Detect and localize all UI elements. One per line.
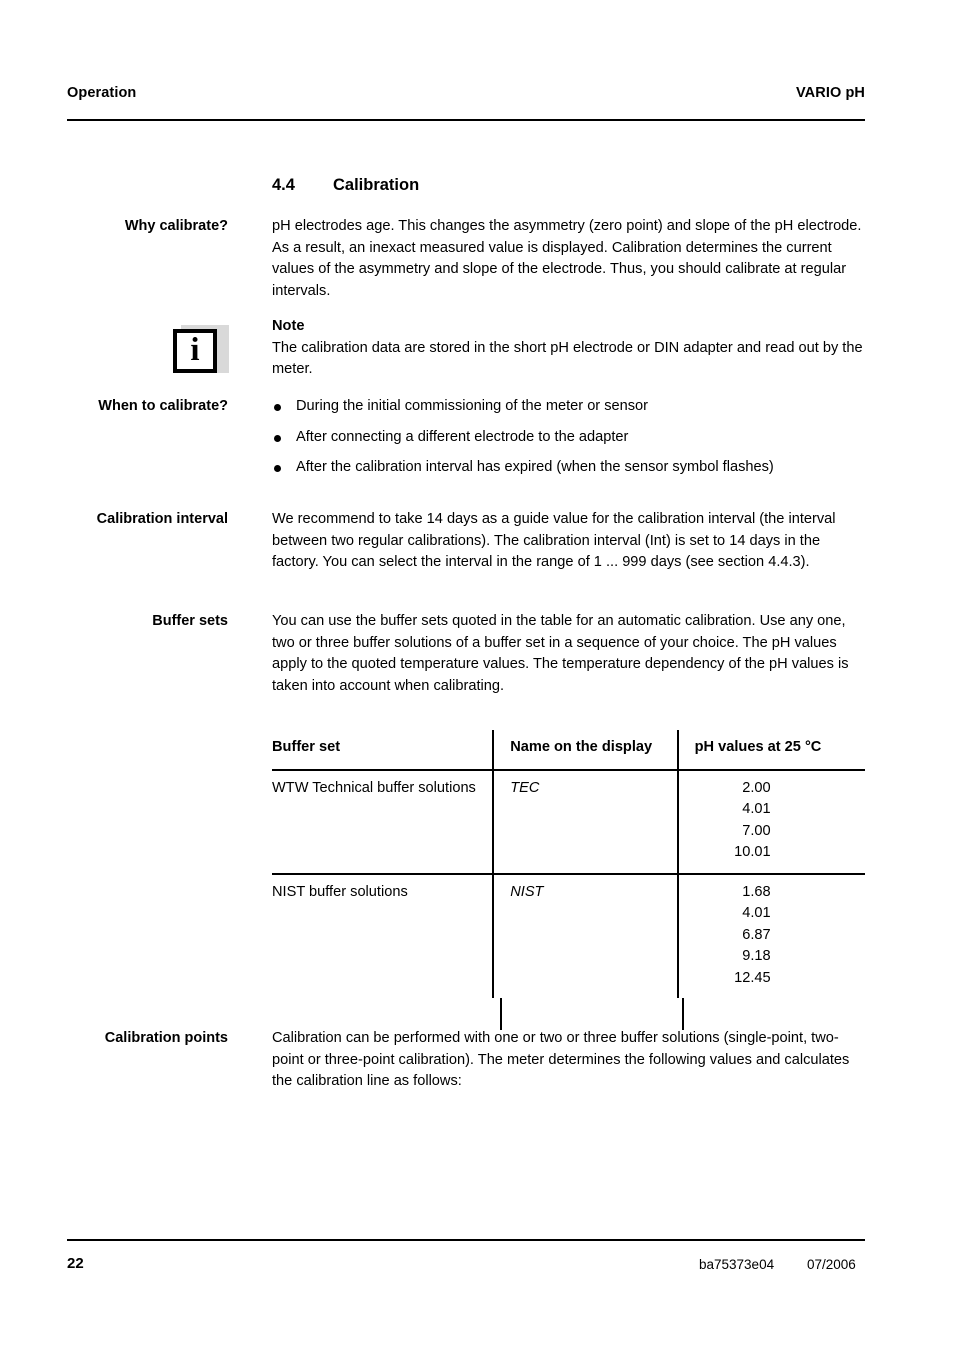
document-date: 07/2006	[807, 1257, 856, 1272]
table-header	[272, 730, 865, 770]
column-header-buffer-set: Buffer set	[272, 730, 493, 770]
note-title: Note	[272, 318, 305, 334]
body-calibration-interval	[228, 509, 865, 574]
ph-values-list	[709, 882, 771, 990]
list-item-label: After the calibration interval has expired (when the sensor symbol flashes)	[296, 459, 774, 475]
cell-display-name	[493, 874, 677, 999]
body-why-calibrate	[228, 216, 865, 302]
section-heading	[272, 176, 419, 195]
list-item-label: During the initial commissioning of the meter or sensor	[296, 398, 649, 414]
ph-value: 12.45	[734, 969, 771, 986]
header-right-title: VARIO pH	[795, 85, 865, 101]
note-body: The calibration data are stored in the short pH electrode or DIN adapter and read out by the meter.	[272, 339, 863, 377]
block-calibration-points	[67, 1028, 865, 1093]
paragraph-buffer-sets: You can use the buffer sets quoted in the table for an automatic calibration. Use any one, two or three buffer solutions of a buffer set in a sequence of your choice. The pH values apply to the quoted temperature values. The temperature dependency of the pH values is taken into account when calibrating.	[272, 613, 849, 694]
bullet-icon	[274, 435, 281, 442]
cell-ph-values	[678, 874, 865, 999]
document-id: ba75373e04	[699, 1257, 775, 1272]
section-number: 4.4	[272, 176, 295, 194]
buffer-sets-table-wrap	[272, 730, 865, 1030]
list-item-label: After connecting a different electrode to the adapter	[296, 428, 629, 445]
block-buffer-sets	[67, 611, 865, 697]
cell-display-name	[493, 770, 677, 874]
ph-value: 9.18	[742, 948, 771, 964]
ph-value: 4.01	[742, 801, 771, 817]
display-name-value: TEC	[510, 779, 540, 796]
margin-label-calibration-points: Calibration points	[104, 1030, 228, 1046]
ph-value: 7.00	[742, 822, 771, 839]
margin-label-buffer-sets: Buffer sets	[152, 613, 228, 629]
paragraph-why-calibrate: pH electrodes age. This changes the asymmetry (zero point) and slope of the pH electrode. As a result, an inexact measured value is displayed. Calibration determines the current values of the asymmetry and slope of the electrode. Thus, you should calibrate at regular intervals.	[272, 218, 862, 299]
list-item	[272, 427, 865, 449]
margin-label-when-to-calibrate: When to calibrate?	[98, 398, 228, 414]
block-why-calibrate	[67, 216, 865, 302]
column-header-display-name: Name on the display	[493, 730, 677, 770]
header-divider	[67, 119, 865, 121]
info-icon-box	[173, 329, 217, 373]
body-when-to-calibrate	[228, 396, 865, 479]
table-column-divider	[500, 998, 502, 1030]
table-row	[272, 874, 865, 999]
ph-value: 2.00	[742, 779, 771, 796]
page-number: 22	[67, 1255, 84, 1272]
table-header-row	[272, 730, 865, 770]
cell-buffer-set: WTW Technical buffer solutions	[272, 770, 493, 874]
when-to-calibrate-list	[272, 396, 865, 479]
ph-values-list	[709, 778, 771, 864]
info-icon	[173, 325, 233, 383]
running-header	[67, 85, 865, 101]
margin-label-calibration-interval: Calibration interval	[96, 511, 228, 527]
table-column-rule-extension	[272, 998, 865, 1030]
info-icon-glyph: i	[190, 331, 200, 368]
block-calibration-interval	[67, 509, 865, 574]
display-name-value: NIST	[510, 883, 544, 900]
note-block	[272, 316, 865, 381]
table-column-divider	[682, 998, 684, 1030]
ph-value: 1.68	[742, 883, 771, 900]
header-left-title: Operation	[67, 85, 137, 101]
body-buffer-sets	[228, 611, 865, 697]
footer-divider	[67, 1239, 865, 1241]
ph-value: 10.01	[734, 844, 771, 860]
cell-ph-values	[678, 770, 865, 874]
cell-buffer-set: NIST buffer solutions	[272, 883, 408, 900]
margin-label-why-calibrate: Why calibrate?	[124, 218, 228, 234]
paragraph-calibration-points: Calibration can be performed with one or two or three buffer solutions (single-point, two-point or three-point calibration). The meter determines the following values and calculates the calibration line as follows:	[272, 1030, 850, 1089]
ph-value: 6.87	[742, 926, 771, 943]
ph-value: 4.01	[742, 905, 771, 921]
list-item	[272, 396, 865, 418]
buffer-sets-table	[272, 730, 865, 998]
section-title: Calibration	[333, 176, 420, 194]
page-footer	[67, 1255, 865, 1279]
list-item	[272, 457, 865, 479]
table-body	[272, 770, 865, 999]
bullet-icon	[274, 404, 281, 411]
bullet-icon	[274, 465, 281, 472]
paragraph-calibration-interval: We recommend to take 14 days as a guide value for the calibration interval (the interval between two regular calibrations). The calibration interval (Int) is set to 14 days in the factory. You can select the interval in the range of 1 ... 999 days (see section 4.4.3).	[272, 511, 836, 570]
body-calibration-points	[228, 1028, 865, 1093]
column-header-ph-values: pH values at 25 °C	[678, 730, 865, 770]
block-when-to-calibrate	[67, 396, 865, 479]
table-row	[272, 770, 865, 874]
